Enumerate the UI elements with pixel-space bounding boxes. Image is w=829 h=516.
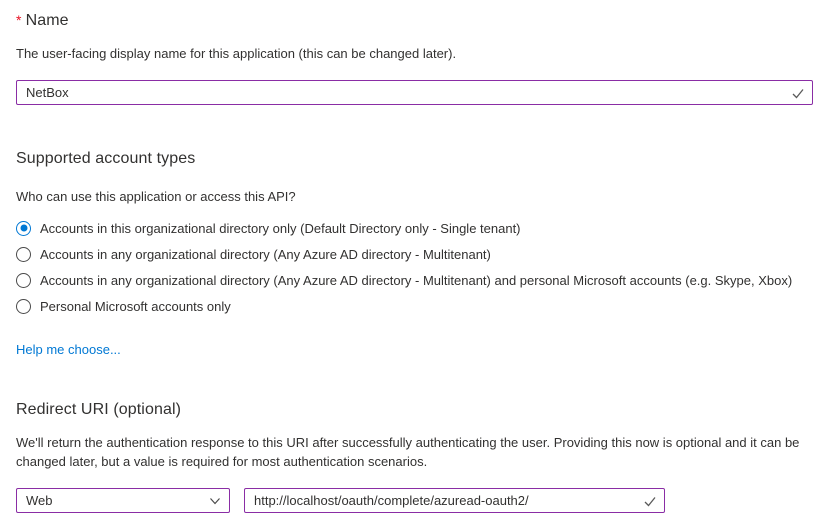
radio-button-icon[interactable]: [16, 273, 31, 288]
redirect-uri-description: We'll return the authentication response to this URI after successfully authenticating the user. Providing this now is optional and it can be changed later, but a value is required for most authentication scenarios.: [16, 435, 800, 469]
radio-label: Personal Microsoft accounts only: [40, 298, 231, 314]
radio-multitenant[interactable]: [16, 241, 813, 267]
account-types-section-title: Supported account types: [16, 150, 196, 167]
required-asterisk: *: [16, 12, 22, 28]
account-types-radio-group: [16, 215, 813, 319]
radio-personal-only[interactable]: [16, 293, 813, 319]
redirect-uri-input[interactable]: [245, 489, 664, 512]
radio-button-icon[interactable]: [16, 247, 31, 262]
help-me-choose-link[interactable]: Help me choose...: [16, 342, 121, 357]
name-input[interactable]: [17, 81, 812, 104]
radio-button-icon[interactable]: [16, 299, 31, 314]
redirect-uri-section-title: Redirect URI (optional): [16, 401, 182, 418]
redirect-uri-input-container: [244, 488, 665, 513]
name-input-container: [16, 80, 813, 105]
platform-select[interactable]: [16, 488, 230, 513]
name-section-title: [16, 12, 813, 30]
name-section-title-text: Name: [25, 12, 69, 29]
radio-single-tenant[interactable]: [16, 215, 813, 241]
radio-label: Accounts in this organizational directory only (Default Directory only - Single tenant): [40, 220, 521, 236]
radio-multitenant-personal[interactable]: [16, 267, 813, 293]
radio-label: Accounts in any organizational directory (Any Azure AD directory - Multitenant) and personal Microsoft accounts (e.g. Skype, Xbox): [40, 272, 793, 288]
platform-select-value: Web: [26, 493, 53, 508]
radio-button-icon[interactable]: [16, 221, 31, 236]
name-description: The user-facing display name for this application (this can be changed later).: [16, 46, 457, 61]
account-types-question: Who can use this application or access this API?: [16, 189, 296, 204]
radio-label: Accounts in any organizational directory (Any Azure AD directory - Multitenant): [40, 246, 491, 262]
redirect-uri-controls: [16, 488, 813, 513]
